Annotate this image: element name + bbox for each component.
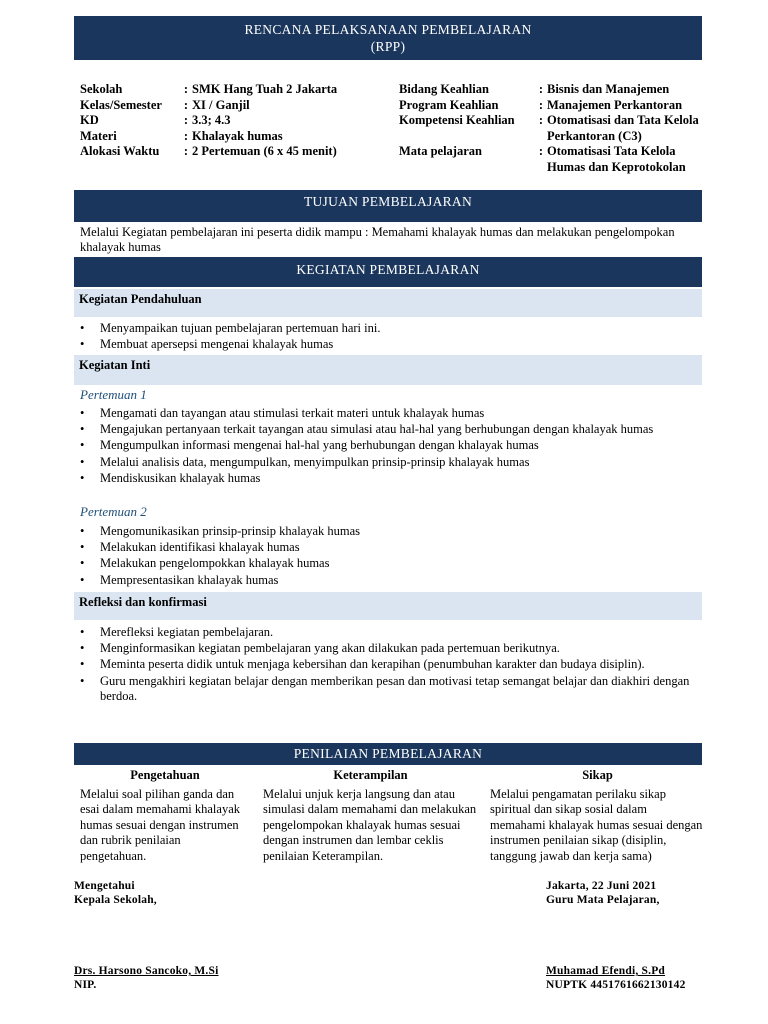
list-item: • Melakukan pengelompokkan khalayak humas [80, 556, 330, 571]
tujuan-heading: TUJUAN PEMBELAJARAN [74, 190, 702, 222]
bullet-icon: • [80, 406, 85, 420]
pendahuluan-heading: Kegiatan Pendahuluan [74, 289, 702, 317]
refleksi-heading: Refleksi dan konfirmasi [74, 592, 702, 620]
keterampilan-heading: Keterampilan [333, 768, 408, 782]
list-item: • Mendiskusikan khalayak humas [80, 470, 261, 485]
bullet-icon: • [80, 454, 85, 469]
info-row-kd [80, 113, 380, 129]
info-separator: : [183, 82, 189, 96]
info-value: Bisnis dan Manajemen [547, 82, 670, 96]
signature-right-footer [546, 964, 686, 992]
list-item: • Melalui analisis data, mengumpulkan, menyimpulkan prinsip-prinsip khalayak humas [80, 454, 530, 469]
info-separator: : [183, 113, 189, 127]
info-label: Sekolah [80, 82, 123, 96]
list-item: • Meminta peserta didik untuk menjaga kebersihan dan kerapihan (penumbuhan karakter dan budaya disiplin). [80, 657, 645, 672]
bullet-icon: • [80, 673, 85, 688]
list-item: • Menginformasikan kegiatan pembelajaran yang akan dilakukan pada pertemuan berikutnya. [80, 641, 560, 656]
info-value: Otomatisasi dan Tata Kelola Perkantoran (C3) [547, 113, 699, 143]
info-value: Khalayak humas [192, 128, 283, 143]
identity-info-right [399, 82, 709, 175]
info-label: Materi [80, 128, 117, 143]
info-separator: : [538, 144, 544, 158]
signature-left-line2: Kepala Sekolah, [74, 894, 157, 906]
signature-left-footer [74, 964, 219, 992]
kegiatan-heading: KEGIATAN PEMBELAJARAN [74, 257, 702, 287]
info-label: Kelas/Semester [80, 97, 162, 112]
penilaian-sikap [490, 768, 705, 864]
keterampilan-text: Melalui unjuk kerja langsung dan atau simulasi dalam memahami dan melakukan pengelompokan khalayak humas sesuai dengan instrumen dan lembar ceklis penilaian Keterampilan. [263, 786, 477, 863]
info-row-materi [80, 129, 380, 145]
pengetahuan-heading: Pengetahuan [130, 768, 200, 782]
list-item: • Mempresentasikan khalayak humas [80, 572, 279, 587]
info-row-kompetensi [399, 113, 709, 144]
signature-right-header [546, 879, 660, 907]
tujuan-text: Melalui Kegiatan pembelajaran ini peserta didik mampu : Memahami khalayak humas dan melakukan pengelompokan khalayak humas [80, 225, 675, 254]
pertemuan-1-label: Pertemuan 1 [80, 387, 147, 402]
bullet-icon: • [80, 470, 85, 485]
info-value: 2 Pertemuan (6 x 45 menit) [192, 144, 337, 158]
info-label: Alokasi Waktu [80, 144, 160, 158]
info-separator: : [183, 144, 189, 158]
sikap-text: Melalui pengamatan perilaku sikap spiritual dan sikap sosial dalam memahami khalayak humas sesuai dengan instrumen penilaian sikap (disiplin, tanggung jawab dan kerja sama) [490, 786, 703, 863]
info-row-bidang [399, 82, 709, 98]
info-row-program [399, 98, 709, 114]
info-value: Otomatisasi Tata Kelola Humas dan Keprotokolan [547, 144, 686, 174]
info-label: KD [80, 113, 99, 127]
bullet-icon: • [80, 625, 85, 639]
list-item: • Menyampaikan tujuan pembelajaran pertemuan hari ini. [80, 321, 381, 335]
info-label: Kompetensi Keahlian [399, 113, 515, 127]
bullet-icon: • [80, 556, 85, 571]
list-item: • Merefleksi kegiatan pembelajaran. [80, 625, 274, 639]
signature-right-line1: Jakarta, 22 Juni 2021 [546, 880, 657, 892]
pertemuan-2-label: Pertemuan 2 [80, 504, 147, 519]
identity-info-left [80, 82, 380, 160]
pertemuan-1-list [80, 406, 705, 487]
bullet-icon: • [80, 540, 85, 555]
teacher-name: Muhamad Efendi, S.Pd [546, 965, 666, 977]
bullet-icon: • [80, 337, 85, 352]
penilaian-heading: PENILAIAN PEMBELAJARAN [74, 743, 702, 765]
list-item: • Mengamati dan tayangan atau stimulasi terkait materi untuk khalayak humas [80, 406, 485, 420]
bullet-icon: • [80, 572, 85, 587]
info-value: Manajemen Perkantoran [547, 97, 683, 112]
bullet-icon: • [80, 422, 85, 437]
info-row-alokasi [80, 144, 380, 160]
principal-name: Drs. Harsono Sancoko, M.Si [74, 965, 219, 977]
info-row-sekolah [80, 82, 380, 98]
pengetahuan-text: Melalui soal pilihan ganda dan esai dalam memahami khalayak humas sesuai dengan instrumen dan rubrik penilaian pengetahuan. [80, 786, 241, 863]
refleksi-list [80, 625, 705, 705]
list-item: • Mengomunikasikan prinsip-prinsip khalayak humas [80, 524, 361, 538]
info-separator: : [183, 128, 189, 143]
list-item: • Melakukan identifikasi khalayak humas [80, 540, 300, 555]
document-subtitle: (RPP) [370, 39, 406, 54]
list-item: • Mengajukan pertanyaan terkait tayangan atau simulasi atau hal-hal yang berhubungan dengan khalayak humas [80, 422, 654, 437]
title-band [74, 16, 702, 60]
info-separator: : [538, 97, 544, 112]
penilaian-pengetahuan [80, 768, 250, 864]
info-label: Mata pelajaran [399, 144, 482, 158]
pendahuluan-list [80, 321, 705, 353]
bullet-icon: • [80, 641, 85, 656]
bullet-icon: • [80, 321, 85, 335]
signature-right-line2: Guru Mata Pelajaran, [546, 894, 660, 906]
info-separator: : [538, 113, 544, 127]
info-separator: : [183, 97, 189, 112]
penilaian-keterampilan [263, 768, 478, 864]
signature-left-line1: Mengetahui [74, 880, 135, 892]
info-label: Program Keahlian [399, 97, 499, 112]
info-row-kelas [80, 98, 380, 114]
inti-heading: Kegiatan Inti [74, 355, 702, 385]
bullet-icon: • [80, 438, 85, 453]
info-value: SMK Hang Tuah 2 Jakarta [192, 82, 338, 96]
info-label: Bidang Keahlian [399, 82, 489, 96]
info-value: XI / Ganjil [192, 97, 250, 112]
teacher-id: NUPTK 4451761662130142 [546, 979, 686, 991]
principal-id: NIP. [74, 979, 97, 991]
info-value: 3.3; 4.3 [192, 113, 231, 127]
list-item: • Guru mengakhiri kegiatan belajar dengan memberikan pesan dan motivasi tetap semangat belajar dan diakhiri dengan berdoa. [80, 673, 690, 703]
info-separator: : [538, 82, 544, 96]
info-row-mapel [399, 144, 709, 175]
pertemuan-2-list [80, 524, 705, 589]
sikap-heading: Sikap [582, 768, 613, 782]
bullet-icon: • [80, 657, 85, 672]
list-item: • Mengumpulkan informasi mengenai hal-hal yang berhubungan dengan khalayak humas [80, 438, 539, 453]
signature-left-header [74, 879, 157, 907]
document-title: RENCANA PELAKSANAAN PEMBELAJARAN [244, 22, 532, 37]
list-item: • Membuat apersepsi mengenai khalayak humas [80, 337, 334, 352]
bullet-icon: • [80, 524, 85, 538]
